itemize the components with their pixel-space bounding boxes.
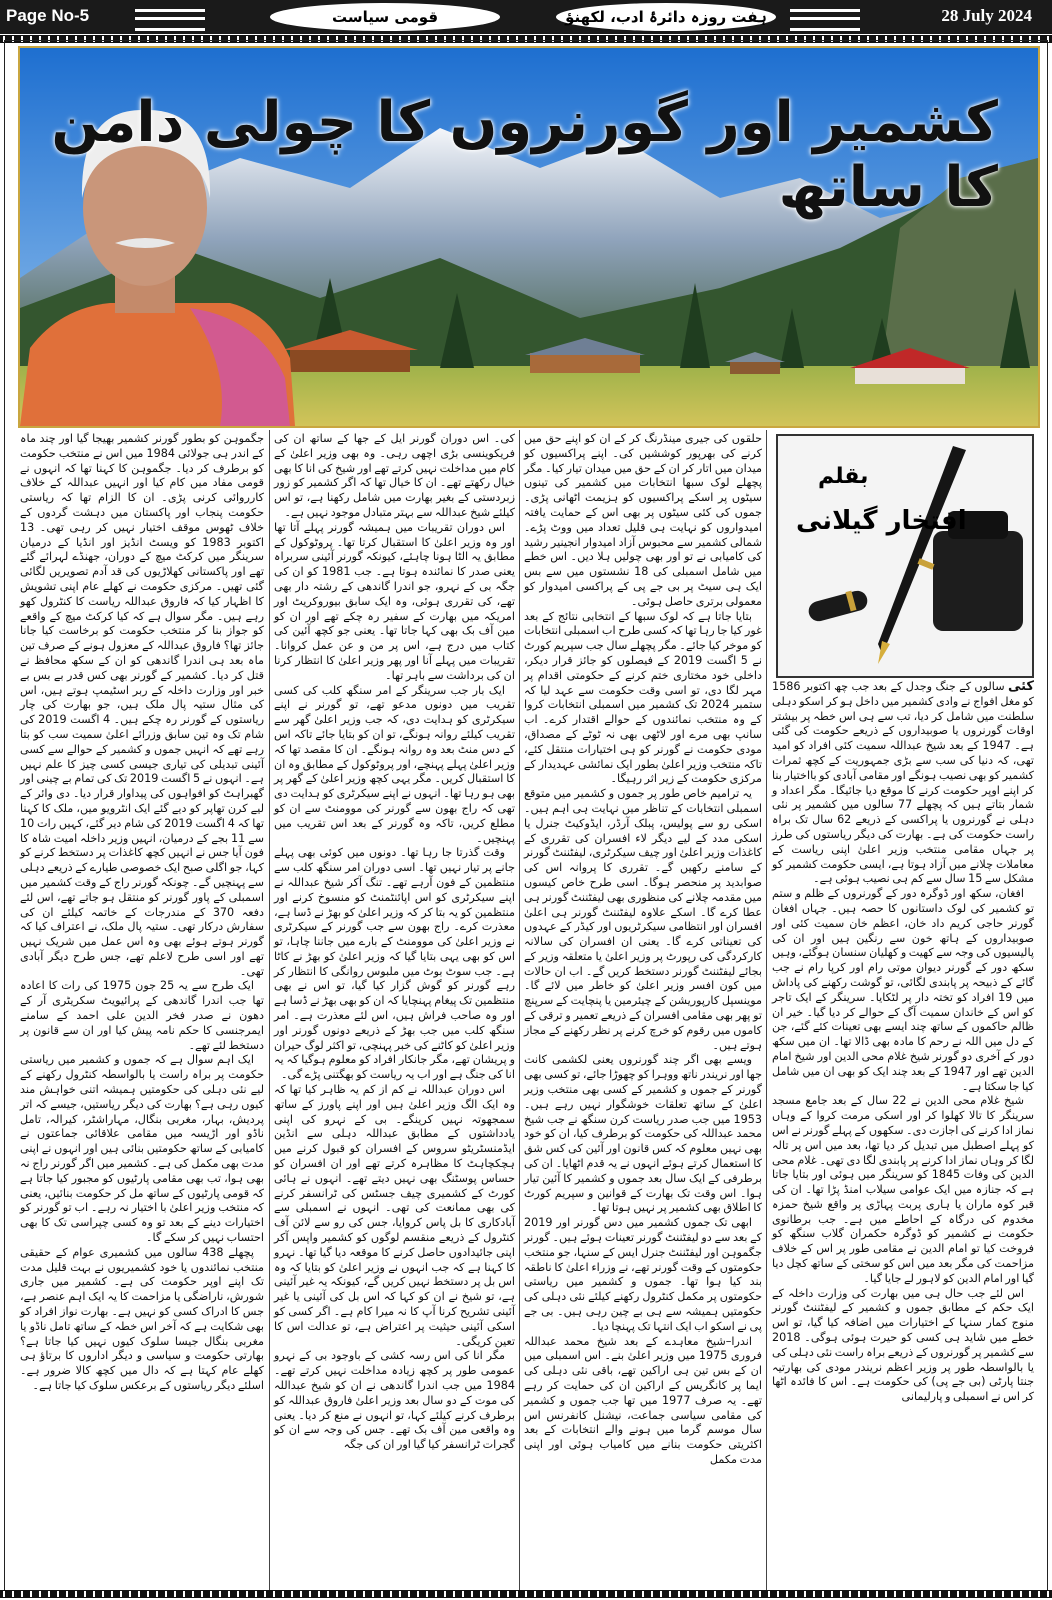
paragraph: افغان، سکھ اور ڈوگرہ دور کے گورنروں کے ظلم و ستم تو کشمیر کی لوک داستانوں کا حصہ ہیں۔ جہاں افغان گورنر حاجی کریم داد خان، اعظم خان سمیت کئی اور صوبیداروں کے ہاتھ خون سے رنگین ہیں اور ان کی پالیسیوں کی وجہ سے کھیت و کھلیان سنسان ہوگئے، وہیں سکھ دور کے گورنر دیوان موتی رام اور کرپا رام نے جب گائے کے ذبیحہ پر پابندی لگائی، تو گوشت رکھنے کی پاداش میں 19 افراد کو تختہ دار پر لٹکایا۔ سرینگر کے ایک تاجر کو اس کے خاندان سمیت آگ کے حوالے کر دیا گیا۔ خیر ان ظالم حاکموں کے ساتھ چند ایسے بھی تعینات کئے گئے، جن کے دل میں اللہ نے رحم کا مادہ بھی ڈالا تھا۔ ان میں سکھ دور کے آخری دو گورنر شیخ غلام محی الدین اور شیخ امام الدین تھے اور 1947 کے بعد چند ایک کو بھی ان میں شامل کیا جا سکتا ہے۔ (772, 887, 1034, 1093)
author-name: افتخار گیلانی (796, 506, 967, 536)
paragraph: جگموہن کو بطور گورنر کشمیر بھیجا گیا اور چند ماہ کے اندر ہی جولائی 1984 میں اس نے منتخب حکومت کو برطرف کر دیا۔ جگموہن کا کہنا تھا کہ انہوں نے قومی مفاد میں کام کیا اور انہیں عبداللہ کے خلاف کارروائی کرنی پڑی۔ ان کا الزام تھا کہ ریاستی حکومت پنجاب اور پاکستان میں دہشت گردوں کے خلاف ٹھوس موقف اختیار نہیں کر رہی تھی۔ 13 اکتوبر 1983 کو ویسٹ انڈیز اور انڈیا کے درمیان سرینگر میں کرکٹ میچ کے دوران، جھنڈے لہرائے گئے تھے اور پاکستانی کھلاڑیوں کی قد آدم تصویریں لگائی گئی تھیں۔ مرکزی حکومت نے کھلے عام اپنی تشویش کا اظہار کیا کہ فاروق عبداللہ ریاست کا کنٹرول کھو رہے ہیں۔ مگر سوال ہے کہ کیا کرکٹ میچ کے واقعے کو جواز بنا کر منتخب حکومت کو برخاست کیا جانا جائز تھا؟ فاروق عبداللہ کے معزول ہونے کے صرف تین ماہ بعد ہی اندرا گاندھی کو ان کے سکھ محافظ نے قتل کر دیا۔ کشمیر کے گورنر بھی کس قدر بے بس بے خبر اور وزارت داخلہ کے ربر اسٹیمپ ہوتے ہیں، اس کی مثال ستیہ پال ملک ہیں، جو بھارت کی چار ریاستوں کے گورنر رہ چکے ہیں۔ 4 اگست 2019 کی شام تک وہ تین سابق وزرائے اعلیٰ سمیت سب کو بتا رہے تھے کہ انہیں جموں و کشمیر کے حوالے سے کسی آئینی تبدیلی کی تیاری جیسی کسی چیز کا علم نہیں ہے۔ انہوں نے 5 اگست 2019 تک کی تمام بے چینی اور گھبراہٹ کو افواہوں کی پیداوار قرار دیا۔ دی وائر کے لیے کرن تھاپر کو دیے گئے ایک انٹرویو میں، ملک کا کہنا تھا کہ 4 اگست 2019 کی شام دیر گئے، کہیں رات 10 سے 11 بجے کے درمیان، انہیں وزیر داخلہ امیت شاہ کا فون آیا جس نے انہیں کچھ کاغذات پر دستخط کرنے کو کہا، جو اگلی صبح ایک خصوصی طیارے کے ذریعے دہلی سے پہنچیں گے۔ چونکہ گورنر راج کے وقت کشمیر میں اسمبلی کے پاور گورنر کو منتقل ہو جاتے تھے، اس لئے دفعہ 370 کے مندرجات کے خاتمہ کیلئے ان کی سفارش درکار تھی۔ ستیہ پال ملک، نے اعتراف کیا کہ گورنر ہوتے ہوئے بھی وہ اس عمل میں شریک نہیں تھے اور اسی طرح لاعلم تھے، جس طرح دیگر آبادی تھی۔ (20, 432, 265, 978)
paragraph: مگر انا کی اس رسہ کشی کے باوجود بی کے نہرو عمومی طور پر کچھ زیادہ مداخلت نہیں کرتے تھے۔ 1984 میں جب اندرا گاندھی نے ان کو شیخ عبداللہ کی موت کے دو سال بعد وزیر اعلیٰ فاروق عبداللہ کو برطرف کرنے کیلئے کہا، تو انہوں نے منع کر دیا۔ یعنی وہ واقعی مین آف بک تھے۔ جس کی وجہ سے ان کو گجرات ٹرانسفر کیا گیا اور ان کی جگہ (274, 1349, 515, 1452)
paragraph: ایک بار جب سرینگر کے امر سنگھ کلب کی کسی تقریب میں دونوں مدعو تھے، تو گورنر نے اپنے سیکرٹری کو ہدایت دی، کہ جب وزیر اعلیٰ گھر سے تقریب کیلئے روانہ ہونگے، تو ان کو بتایا جائے تاکہ اس کے دس منٹ بعد وہ روانہ ہونگے۔ ان کا مقصد تھا کہ وزیر اعلیٰ پہلے پہنچے، اور پروٹوکول کے مطابق وہ ان کا استقبال کریں۔ مگر یہی کچھ وزیر اعلیٰ کے گھر پر بھی ہو رہا تھا۔ انہوں نے اپنے سیکرٹری کو ہدایت دی تھی کہ راج بھون سے گورنر کی موومنٹ سے ان کو مطلع کریں، تاکہ وہ گورنر کے بعد اس تقریب میں پہنچیں۔ (274, 683, 515, 845)
paragraph: یہ ترامیم خاص طور پر جموں و کشمیر میں متوقع اسمبلی انتخابات کے تناظر میں نہایت ہی اہم ہیں۔ اسکی رو سے پولیس، پبلک آرڈر، ایڈوکیٹ جنرل یا اسکی مدد کے لیے دیگر لاء افسران کی تقرری کے کاغذات وزیر اعلیٰ اور چیف سیکرٹری، لیفٹننٹ گورنر کے سامنے رکھیں گے۔ تقرری کا پروانہ اس کی صوابدید پر منحصر ہوگا۔ اسی طرح خاص کیسوں میں مقدمہ چلانے کی منظوری بھی لیفٹننٹ گورنر ہی عطا کرے گا۔ اسکے علاوہ لیفٹننٹ گورنر ہی اعلیٰ افسران اور انتظامی سیکرٹریوں اور کیڈر کے عہدوں کی تعیناتی کرے گا۔ یعنی ان افسران کی سالانہ کارکردگی کی رپورٹ پر وزیر اعلیٰ یا متعلقہ وزیر کے بجائے لیفٹننٹ گورنر دستخط کریں گے۔ اب ان حالات میں کون افسر وزیر اعلیٰ کو خاطر میں لائے گا۔ موینسپل کارپوریشن کے چیئرمین یا پنچایت کے سرپنچ تو پھر بھی مقامی افسران کے ذریعے تعمیر و ترقی کے کاموں میں رقوم کو خرچ کرنے پر نظر رکھنے کے مجاز ہوتے ہیں۔ (524, 787, 762, 1052)
section-title: قومی سیاست (270, 3, 500, 31)
paragraph: اس لئے جب حال ہی میں بھارت کی وزارت داخلہ کے ایک حکم کے مطابق جموں و کشمیر کے لیفٹننٹ گورنر منوج کمار سنہا کے اختیارات میں اضافہ کیا گیا، تو اس خطے میں شاید ہی کسی کو حیرت ہوئی ہوگی۔ 2018 سے کشمیر پر گورنروں کے ذریعے براہ راست نئی دہلی کی یا بالواسطہ طور پر وزیر اعظم نریندر مودی کی بھارتیہ جنتا پارٹی (بی جے پی) کی حکومت ہے۔ اس کا فائدہ اٹھا کر اس نے اسمبلی و پارلیمانی (772, 1286, 1034, 1404)
column-divider (269, 430, 270, 1590)
bottom-border (0, 1590, 1052, 1598)
article-column-3 (274, 432, 515, 1453)
paragraph: بتایا جاتا ہے کہ لوک سبھا کے انتخابی نتائج کے بعد غور کیا جا رہا تھا کہ کسی طرح اب اسمبلی انتخابات کو موخر کیا جائے۔ مگر پچھلے سال جب سپریم کورٹ نے 5 اگست 2019 کے فیصلوں کو جائز قرار دیکر، داخلی خود مختاری ختم کرنے کے حکومتی اقدام پر مہر لگا دی، تو اسی وقت حکومت سے عہد لیا کہ ستمبر 2024 تک کشمیر میں اسمبلی انتخابات کروا کے وہ منتخب نمائندوں کے حوالے اقتدار کرے۔ اب سانپ بھی مرے اور لاٹھی بھی نہ ٹوٹے کے مصداق، مودی حکومت نے گورنر کو ہی اختیارات منتقل کئے، تاکہ منتخب وزیر اعلیٰ بطور ایک نمائشی عہدیدار کے مرکزی حکومت کے زیر اثر رہیگا۔ (524, 609, 762, 786)
lead-word: کئی (1007, 679, 1034, 694)
page-number: Page No-5 (6, 6, 90, 25)
article-column-1 (772, 680, 1034, 1405)
paragraph: ایک طرح سے یہ 25 جون 1975 کی رات کا اعادہ تھا جب اندرا گاندھی کے پرائیویٹ سکریٹری آر کے دھون نے صدر فخر الدین علی احمد کے سامنے ایمرجنسی کا حکم نامہ پیش کیا اور ان سے قانون پر دستخط لئے تھے۔ (20, 979, 264, 1052)
paragraph: حلقوں کی جیری مینڈرنگ کر کے ان کو اپنے حق میں کرنے کی بھرپور کوششیں کی۔ اپنے پراکسیوں کو میدان میں اتار کر ان کے حق میں میدان تیار کیا۔ مگر پچھلے لوک سبھا انتخابات میں کشمیر کی تینوں سیٹوں پر اسکے پراکسیوں کو ہزیمت اٹھانی پڑی۔ جموں کی کئی سیٹوں پر بھی اس کے حمایت یافتہ امیدواروں کو نہایت ہی قلیل تعداد میں ووٹ پڑے۔ شمالی کشمیر سے محبوس آزاد امیدوار انجینیر رشید کی کامیابی نے تو اور بھی چولیں ہلا دیں۔ اس خطے میں شامل اسمبلی کی 18 نشستوں میں سے بس ایک ہی سیٹ پر بی جے پی کے پراکسی امیدوار کو معمولی برتری حاصل ہوئی۔ (524, 432, 762, 608)
issue-date: 28 July 2024 (941, 6, 1032, 25)
article-column-2 (524, 432, 762, 1468)
headline: کشمیر اور گورنروں کا چولی دامن کا ساتھ (51, 90, 998, 220)
paragraph: شیخ غلام محی الدین نے 22 سال کے بعد جامع مسجد سرینگر کا تالا کھلوا کر اور اسکی مرمت کروا کے وہاں نماز ادا کرنے کی اجازت دی۔ سکھوں کے پہلے گورنر نے اس کو پہلے اصطبل میں تبدیل کر دیا تھا، بعد میں اس پر تالہ لگا کر وہاں نماز ادا کرنے پر پابندی لگا دی تھی۔ غلام محی الدین کی وفات 1845 کو سرینگر میں ہوئی اور بتایا جاتا ہے کہ جنازہ میں ایک عوامی سیلاب امنڈ پڑا تھا۔ ان کی قبر کوہ ماران یا ہاری پربت پہاڑی پر واقع شیخ حمزہ مخدوم کی درگاہ کے احاطے میں ہے۔ جب برطانوی حکومت نے کشمیر کو ڈوگرہ حکمران گلاب سنگھ کو فروخت کیا تو امام الدین نے مقامی طور پر اس کے خلاف مزاحمت کی مگر بعد میں اس کو سختی کے ساتھ کچل دیا گیا اور امام الدین کو لاہور لے جایا گیا۔ (772, 1094, 1034, 1285)
paragraph: اس دوران تقریبات میں ہمیشہ گورنر پہلے آتا تھا اور وہ وزیر اعلیٰ کا استقبال کرتا تھا۔ پروٹوکول کے مطابق یہ الٹا ہونا چاہئے، کیونکہ گورنر آئینی سربراہ یعنی صدر کا نمائندہ ہوتا ہے۔ جب 1981 کو ان کی جگہ بی کے نہرو، جو اندرا گاندھی کے رشتہ دار بھی تھے، کی تقرری ہوئی، وہ ایک سابق بیوروکریٹ اور امریکہ میں بھارت کے سفیر رہ چکے تھے اور ان کو مین آف بک بھی کہا جاتا تھا۔ یعنی جو کچھ آئین کی کتاب میں درج ہے، اس پر من و عن عمل کروانا۔ تقریبات میں پہلے آنا اور پھر وزیر اعلیٰ کا انتظار کرنا ان کی برداشت سے باہر تھا۔ (274, 520, 515, 682)
column-divider (519, 430, 520, 1590)
byline-prefix: بقلم (818, 464, 869, 489)
paragraph: وقت گذرتا جا رہا تھا۔ دونوں میں کوئی بھی پہلے جانے پر تیار نہیں تھا۔ اسی دوران امر سنگھ کلب سے منتظمین کے فون آرہے تھے۔ تنگ آکر شیخ عبداللہ نے اپنے سیکرٹری کو اس اپائنٹمنٹ کو منسوخ کرنے اور منتظمین کو یہ بتا کر کہ وزیر اعلیٰ کو بھڑ نے ڈسا ہے، معذرت کرے۔ راج بھون سے جب گورنر کے سیکرٹری نے وزیر اعلیٰ کی موومنٹ کے بارے میں جاننا چاہا، تو اس کو بھی یہی بتایا گیا کہ وزیر اعلیٰ کو بھڑ نے کاٹا ہے۔ جب سوٹ بوٹ میں ملبوس روانگی کا انتظار کر رہے گورنر کو گوش گزار کیا گیا، تو اس نے بھی منتظمین تک پیغام پہنچایا کہ ان کو بھی بھڑ نے ڈسا ہے اور وہ صاحب فراش ہیں، اس لئے معذرت ہے۔ امر سنگھ کلب میں جب بھڑ کے ذریعے دونوں گورنر اور وزیر اعلیٰ کو کاٹنے کی خبر پہنچی، تو اکثر لوگ حیران و پریشان تھے، مگر جانکار افراد کو معلوم ہوگیا کہ یہ انا کی جنگ ہے اور اب یہ ریاست کو بھگتنی پڑے گی۔ (274, 846, 515, 1082)
paragraph: اندرا–شیخ معاہدے کے بعد شیخ محمد عبداللہ فروری 1975 میں وزیر اعلیٰ بنے۔ اس اسمبلی میں ان کے بس تین ہی اراکین تھے، باقی نئی دہلی کی ایما پر کانگریس کے اراکین ان کی حمایت کر رہے تھے۔ یہ صرف 1977 میں تھا جب جموں و کشمیر کی مقامی سیاسی جماعت، نیشنل کانفرنس اس سال موسم گرما میں ہونے والے انتخابات کے بعد اکثریتی حکومت بنانے میں کامیاب ہوئی اور اپنی مدت مکمل (524, 1334, 762, 1466)
paragraph: کی۔ اس دوران گورنر ایل کے جھا کے ساتھ ان کی فریکوینسی بڑی اچھی رہی۔ وہ بھی وزیر اعلیٰ کے کام میں مداخلت نہیں کرتے تھے اور شیخ کی انا کا بھی خیال رکھتے تھے۔ ان کا خیال تھا کہ اگر کشمیر کو زور زبردستی کے بغیر بھارت میں شامل رکھنا ہے، تو اس کیلئے شیخ عبداللہ سے بہتر متبادل موجود نہیں ہے۔ (274, 432, 515, 519)
publication-name: ہفت روزہ دائرۂ ادب، لکھنؤ (556, 3, 776, 31)
paragraph: ایک اہم سوال ہے کہ جموں و کشمیر میں ریاستی حکومت پر براہ راست یا بالواسطہ کنٹرول رکھنے کے لیے نئی دہلی کی حکومتیں ہمیشہ اتنی خواہش مند کیوں رہی ہے؟ بھارت کی دیگر ریاستیں، جیسے کہ اتر پردیش، بہار، مغربی بنگال، مہاراشٹر، کیرالہ، تامل ناڈو اور اڑیسہ میں مقامی علاقائی جماعتوں نے کامیابی کے ساتھ حکومتیں بنائی ہیں اور انہوں نے اپنی مدت بھی مکمل کی ہے۔ کشمیر میں اگر گورنر راج نہ بھی ہوا، تب بھی مقامی پارٹیوں کو مجبور کیا جاتا ہے کہ قومی پارٹیوں کے ساتھ مل کر حکومت بنائیں، یعنی کہ منتخب وزیر اعلیٰ با اختیار نہ رہے۔ اب تو گورنر کو اختیارات دینے کے بعد تو وہ کسی چپراسی تک کا بھی احتساب نہیں کر سکے گا۔ (20, 1053, 264, 1245)
decorative-lines (790, 9, 860, 31)
article-column-4 (20, 432, 264, 1394)
paragraph: کئی سالوں کے جنگ وجدل کے بعد جب چھ اکتوبر 1586 کو مغل افواج نے وادی کشمیر میں داخل ہو کر اسکو دہلی سلطنت میں شامل کر دیا، تب سے ہی اس خطہ پر بیشتر اوقات گورنروں یا صوبیداروں کے ذریعے حکومت کی گئی ہے۔ 1947 کے بعد شیخ عبداللہ سمیت کئی افراد کو امید تھی، کہ دنیا کی سب سے بڑی جمہوریت کے کچھ ثمرات کشمیر کو بھی نصیب ہونگے اور مقامی آبادی کو بااختیار بنا کر اپنے اوپر حکومت کرنے کا موقع دیا جائیگا۔ مگر اعداد و شمار بتاتے ہیں کہ پچھلے 77 سالوں میں کشمیر پر نئی دہلی نے گورنروں یا پراکسی کے ذریعے 62 سال تک براہ راست حکومت کی ہے۔ بھارت کی دیگر ریاستوں کی طرز پر جہاں مقامی منتخب وزیر اعلیٰ اپنی ریاست کے معاملات چلانے میں آزاد ہوتا ہے، ایسی حکومت کشمیر کو مشکل سے 15 سال سے کم ہی نصیب ہوئی ہے۔ (772, 679, 1035, 886)
fountain-pen-icon (778, 436, 1032, 676)
paragraph: اس دوران عبداللہ نے کم از کم یہ ظاہر کیا تھا کہ وہ ایک الگ وزیر اعلیٰ ہیں اور اپنے پاورز کے ساتھ سمجھوتہ نہیں کرینگے۔ بی کے نہرو کی اپنی یادداشتوں کے مطابق عبداللہ دہلی سے انڈین ایڈمنسٹریٹو سروس کے افسران کو قبول کرنے میں ہچکچاہٹ کا مظاہرہ کرتے تھے اور ان افسران کو حساس پوسٹنگ بھی نہیں دیتے تھے۔ انہوں نے ہائی کورٹ کے کشمیری چیف جسٹس کی ٹرانسفر کرنے کی بھی ممانعت کی تھی۔ انہوں نے اسمبلی سے آبادکاری کا بل پاس کروایا، جس کی رو سے لائن آف کنٹرول کے ذریعے منقسم لوگوں کو کشمیر واپس آکر اپنی جائیدادوں حاصل کرنے کا موقعہ دیا گیا تھا۔ نہرو کا کہنا ہے کہ جب انہوں نے وزیر اعلیٰ کو بتایا کہ وہ اس بل پر دستخط نہیں کریں گے، کیونکہ یہ غیر آئینی ہے، تو شیخ نے ان کو کہا کہ اس بل کی آئینی یا غیر آئینی تشریح کرنا آپ کا نہ میرا کام ہے۔ اگر کسی کو اسکی آئینی حیثیت پر اعتراض ہے، تو عدالت اس کا تعین کریگی۔ (274, 1083, 515, 1348)
paragraph: پچھلے 438 سالوں میں کشمیری عوام کے حقیقی منتخب نمائندوں یا خود کشمیریوں نے بہت قلیل مدت تک اپنے اوپر حکومت کی ہے۔ کشمیر میں جاری شورش، ناراضگی یا مزاحمت کا یہ ایک اہم عنصر ہے، جس کا ادراک کسی کو نہیں ہے۔ بھارت نواز افراد کو بھی شکایت ہے کہ آخر اس خطہ کے ساتھ تامل ناڈو یا مغربی بنگال جیسا سلوک کیوں نہیں کیا جاتا ہے؟ بھارتی حکومت و سیاسی و دیگر اداروں کا برتاؤ ہی کھلے عام کہتا ہے کہ دال میں کچھ کالا ضرور ہے۔ اسلئے دیگر ریاستوں کے برعکس سلوک کیا جاتا ہے۔ (20, 1245, 264, 1392)
page-header (0, 0, 1052, 34)
paragraph: ویسے بھی اگر چند گورنروں یعنی لکشمی کانت جھا اور نریندر ناتھ ووہرا کو چھوڑا جائے، تو کسی بھی گورنر کے جموں و کشمیر کے کسی بھی منتخب وزیر اعلیٰ کے ساتھ تعلقات خوشگوار نہیں رہے ہیں۔ 1953 میں جب صدر ریاست کرن سنگھ نے جب شیخ محمد عبداللہ کی حکومت کو برطرف کیا، ان کو خود بھی نہیں معلوم کہ کس قانون اور آئین کی کس شق کا استعمال کرتے ہوئے انہوں نے یہ قدم اٹھایا۔ ان کی برطرفی کے ایک سال بعد جموں و کشمیر کا آئین تیار ہوا۔ اس وقت تک بھارت کے قوانین و سپریم کورٹ کا اطلاق بھی کشمیر پر نہیں ہوتا تھا۔ (524, 1053, 762, 1215)
decorative-lines (135, 9, 205, 31)
paragraph: ابھی تک جموں کشمیر میں دس گورنر اور 2019 کے بعد سے دو لیفٹننٹ گورنر تعینات ہوئے ہیں۔ گورنر جگموہن اور لیفٹننٹ جنرل ایس کے سنہا، جو منتخب حکومتوں کے وقت گورنر تھے، نے وزراء اعلیٰ کا ناطقہ بند کیا ہوا تھا۔ جموں و کشمیر میں ریاستی حکومتوں پر مکمل کنٹرول رکھنے کیلئے نئی دہلی کی حکومتیں ہمیشہ سے ہی بے چین رہی ہیں۔ بی جے پی نے اسکو اب ایک انتہا تک پہنچا دیا۔ (524, 1216, 762, 1333)
column-divider (766, 430, 767, 1590)
byline-image (776, 434, 1034, 678)
hero-image (18, 46, 1040, 428)
